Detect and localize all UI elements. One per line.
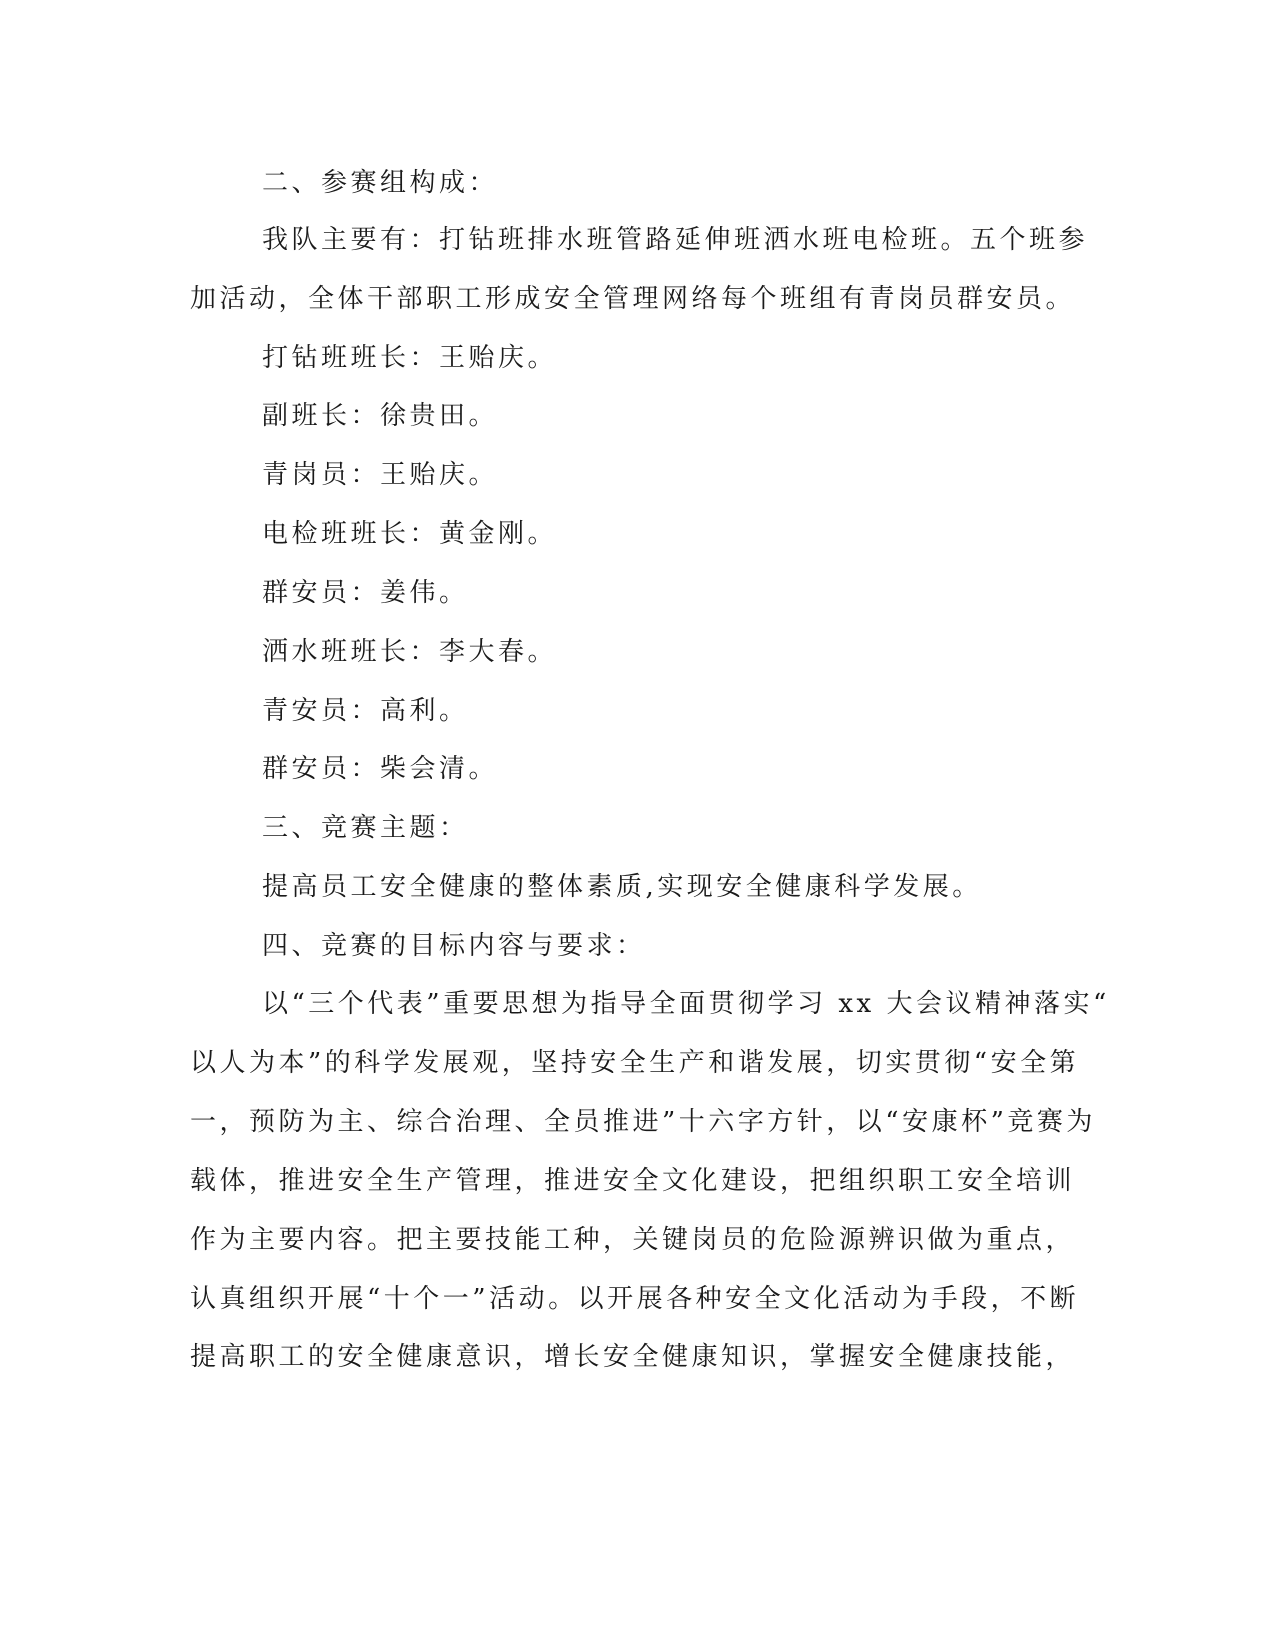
roster-line: 洒水班班长：李大春。 xyxy=(262,637,558,667)
paragraph-line: 以“三个代表”重要思想为指导全面贯彻学习 xx 大会议精神落实“ xyxy=(262,989,1110,1019)
paragraph-line: 以人为本”的科学发展观，坚持安全生产和谐发展，切实贯彻“安全第 xyxy=(190,1048,1080,1078)
paragraph-line: 加活动，全体干部职工形成安全管理网络每个班组有青岗员群安员。 xyxy=(190,284,1076,314)
roster-line: 青岗员：王贻庆。 xyxy=(262,460,499,490)
section-heading-participants: 二、参赛组构成： xyxy=(262,168,499,198)
roster-line: 电检班班长：黄金刚。 xyxy=(262,519,558,549)
roster-line: 群安员：姜伟。 xyxy=(262,578,469,608)
paragraph-line: 一，预防为主、综合治理、全员推进”十六字方针，以“安康杯”竞赛为 xyxy=(190,1107,1096,1137)
paragraph-line: 载体，推进安全生产管理，推进安全文化建设，把组织职工安全培训 xyxy=(190,1166,1076,1196)
paragraph-line: 提高员工安全健康的整体素质,实现安全健康科学发展。 xyxy=(262,872,982,902)
paragraph-line: 作为主要内容。把主要技能工种，关键岗员的危险源辨识做为重点， xyxy=(190,1225,1076,1255)
paragraph-line: 认真组织开展“十个一”活动。以开展各种安全文化活动为手段，不断 xyxy=(190,1284,1080,1314)
roster-line: 青安员：高利。 xyxy=(262,696,469,726)
paragraph-line: 提高职工的安全健康意识，增长安全健康知识，掌握安全健康技能， xyxy=(190,1342,1076,1372)
roster-line: 群安员：柴会清。 xyxy=(262,754,499,784)
section-heading-theme: 三、竞赛主题： xyxy=(262,813,469,843)
roster-line: 打钻班班长：王贻庆。 xyxy=(262,343,558,373)
section-heading-goals: 四、竞赛的目标内容与要求： xyxy=(262,931,646,961)
roster-line: 副班长：徐贵田。 xyxy=(262,401,499,431)
paragraph-line: 我队主要有：打钻班排水班管路延伸班洒水班电检班。五个班参 xyxy=(262,225,1089,255)
